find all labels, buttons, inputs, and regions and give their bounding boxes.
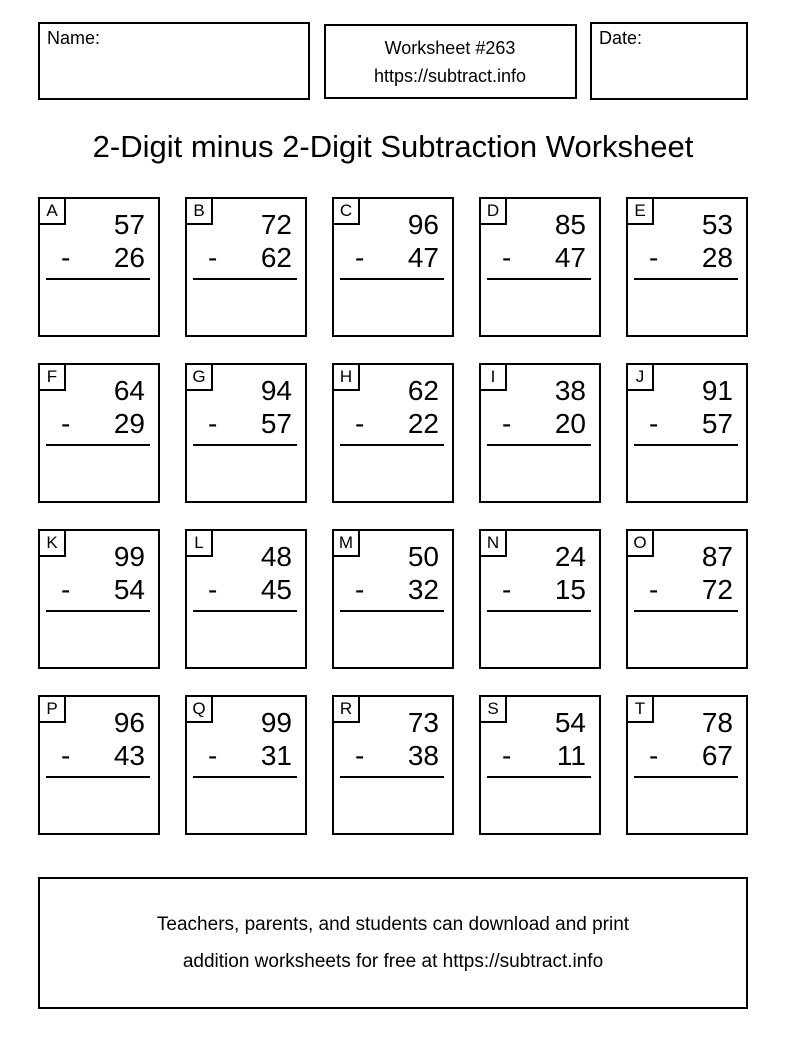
problem-cell-g — [185, 363, 307, 503]
answer-space[interactable] — [189, 447, 303, 499]
answer-space[interactable] — [336, 613, 450, 665]
subtrahend-row — [40, 407, 158, 440]
subtrahend: 47 — [407, 242, 439, 273]
problem-cell-i — [479, 363, 601, 503]
minuend: 54 — [554, 707, 586, 738]
answer-line — [340, 776, 444, 778]
problems-grid — [38, 197, 748, 835]
minuend: 91 — [701, 375, 733, 406]
name-label: Name: — [47, 28, 101, 48]
subtrahend-row — [628, 739, 746, 772]
page-title: 2-Digit minus 2-Digit Subtraction Worksheet — [92, 129, 694, 164]
minuend: 94 — [260, 375, 292, 406]
problem-letter: I — [481, 365, 507, 391]
problem-letter: E — [628, 199, 654, 225]
worksheet-url: https://subtract.info — [373, 65, 527, 86]
problem-cell-c — [332, 197, 454, 337]
minus-operator: - — [355, 408, 365, 439]
problem-letter: O — [628, 531, 654, 557]
answer-line — [46, 444, 150, 446]
problem-cell-a — [38, 197, 160, 337]
minus-operator: - — [355, 242, 365, 273]
problem-letter: K — [40, 531, 66, 557]
minuend: 48 — [260, 541, 292, 572]
minuend: 96 — [407, 209, 439, 240]
problem-cell-q — [185, 695, 307, 835]
minus-operator: - — [61, 242, 71, 273]
minus-operator: - — [355, 574, 365, 605]
answer-line — [46, 278, 150, 280]
answer-line — [487, 444, 591, 446]
answer-line — [340, 610, 444, 612]
subtrahend: 72 — [701, 574, 733, 605]
subtrahend-row — [481, 573, 599, 606]
worksheet-info-box — [324, 24, 577, 99]
subtrahend-row — [628, 407, 746, 440]
answer-line — [340, 444, 444, 446]
minus-operator: - — [208, 242, 218, 273]
answer-line — [46, 776, 150, 778]
answer-line — [193, 776, 297, 778]
answer-line — [634, 444, 738, 446]
footer-line-1: Teachers, parents, and students can download and print — [156, 914, 630, 935]
answer-space[interactable] — [189, 613, 303, 665]
subtrahend: 62 — [260, 242, 292, 273]
problem-letter: F — [40, 365, 66, 391]
minus-operator: - — [502, 242, 512, 273]
subtrahend-row — [334, 241, 452, 274]
answer-line — [634, 610, 738, 612]
minus-operator: - — [61, 574, 71, 605]
minuend: 53 — [701, 209, 733, 240]
answer-space[interactable] — [630, 779, 744, 831]
minus-operator: - — [208, 740, 218, 771]
subtrahend-row — [481, 739, 599, 772]
problem-cell-b — [185, 197, 307, 337]
subtrahend-row — [40, 739, 158, 772]
problem-letter: C — [334, 199, 360, 225]
answer-line — [340, 278, 444, 280]
answer-space[interactable] — [483, 281, 597, 333]
answer-space[interactable] — [630, 447, 744, 499]
date-field-box[interactable] — [590, 22, 748, 100]
problem-letter: P — [40, 697, 66, 723]
problem-cell-d — [479, 197, 601, 337]
answer-space[interactable] — [630, 613, 744, 665]
problem-letter: R — [334, 697, 360, 723]
answer-line — [487, 776, 591, 778]
minuend: 96 — [113, 707, 145, 738]
problem-cell-f — [38, 363, 160, 503]
problem-cell-t — [626, 695, 748, 835]
footer-box — [38, 877, 748, 1009]
problem-letter: L — [187, 531, 213, 557]
problem-letter: H — [334, 365, 360, 391]
minus-operator: - — [649, 740, 659, 771]
minus-operator: - — [649, 242, 659, 273]
subtrahend-row — [481, 241, 599, 274]
answer-line — [193, 610, 297, 612]
problem-cell-p — [38, 695, 160, 835]
subtrahend: 29 — [113, 408, 145, 439]
subtrahend-row — [334, 739, 452, 772]
footer-line-2: addition worksheets for free at https://subtract.info — [182, 951, 604, 972]
minus-operator: - — [208, 408, 218, 439]
problem-cell-k — [38, 529, 160, 669]
minus-operator: - — [649, 408, 659, 439]
problem-cell-h — [332, 363, 454, 503]
answer-line — [634, 278, 738, 280]
minuend: 64 — [113, 375, 145, 406]
problem-letter: N — [481, 531, 507, 557]
problem-letter: A — [40, 199, 66, 225]
answer-space[interactable] — [42, 613, 156, 665]
answer-space[interactable] — [483, 447, 597, 499]
answer-space[interactable] — [42, 281, 156, 333]
answer-space[interactable] — [630, 281, 744, 333]
problem-cell-n — [479, 529, 601, 669]
subtrahend: 26 — [113, 242, 145, 273]
subtrahend-row — [334, 407, 452, 440]
subtrahend-row — [628, 241, 746, 274]
problem-letter: B — [187, 199, 213, 225]
subtrahend: 38 — [407, 740, 439, 771]
problem-letter: Q — [187, 697, 213, 723]
subtrahend: 47 — [554, 242, 586, 273]
answer-space[interactable] — [483, 613, 597, 665]
problem-cell-r — [332, 695, 454, 835]
problem-letter: S — [481, 697, 507, 723]
subtrahend: 28 — [701, 242, 733, 273]
problem-letter: M — [334, 531, 360, 557]
minus-operator: - — [502, 740, 512, 771]
minuend: 99 — [113, 541, 145, 572]
answer-line — [46, 610, 150, 612]
subtrahend: 31 — [260, 740, 292, 771]
answer-line — [193, 444, 297, 446]
minuend: 87 — [701, 541, 733, 572]
problem-letter: D — [481, 199, 507, 225]
worksheet-number: Worksheet #263 — [384, 37, 516, 58]
minuend: 57 — [113, 209, 145, 240]
subtrahend: 57 — [260, 408, 292, 439]
minuend: 24 — [554, 541, 586, 572]
minuend: 78 — [701, 707, 733, 738]
subtrahend: 32 — [407, 574, 439, 605]
minus-operator: - — [649, 574, 659, 605]
date-label: Date: — [599, 28, 643, 48]
minus-operator: - — [355, 740, 365, 771]
problem-letter: G — [187, 365, 213, 391]
minuend: 85 — [554, 209, 586, 240]
answer-line — [487, 610, 591, 612]
minus-operator: - — [502, 408, 512, 439]
minuend: 72 — [260, 209, 292, 240]
problem-cell-o — [626, 529, 748, 669]
subtrahend-row — [481, 407, 599, 440]
problem-cell-m — [332, 529, 454, 669]
answer-line — [193, 278, 297, 280]
minuend: 99 — [260, 707, 292, 738]
subtrahend: 54 — [113, 574, 145, 605]
minus-operator: - — [61, 740, 71, 771]
subtrahend: 20 — [554, 408, 586, 439]
subtrahend: 43 — [113, 740, 145, 771]
answer-space[interactable] — [189, 779, 303, 831]
subtrahend: 57 — [701, 408, 733, 439]
problem-letter: T — [628, 697, 654, 723]
answer-space[interactable] — [42, 447, 156, 499]
subtrahend-row — [40, 241, 158, 274]
answer-space[interactable] — [336, 281, 450, 333]
minus-operator: - — [208, 574, 218, 605]
minus-operator: - — [61, 408, 71, 439]
minuend: 50 — [407, 541, 439, 572]
subtrahend-row — [628, 573, 746, 606]
subtrahend-row — [334, 573, 452, 606]
problem-cell-j — [626, 363, 748, 503]
minuend: 38 — [554, 375, 586, 406]
subtrahend: 22 — [407, 408, 439, 439]
answer-space[interactable] — [42, 779, 156, 831]
problem-cell-e — [626, 197, 748, 337]
minuend: 62 — [407, 375, 439, 406]
subtrahend-row — [187, 739, 305, 772]
answer-space[interactable] — [336, 779, 450, 831]
subtrahend-row — [187, 241, 305, 274]
answer-space[interactable] — [189, 281, 303, 333]
minus-operator: - — [502, 574, 512, 605]
answer-space[interactable] — [483, 779, 597, 831]
answer-space[interactable] — [336, 447, 450, 499]
problem-cell-l — [185, 529, 307, 669]
problem-cell-s — [479, 695, 601, 835]
subtrahend: 15 — [554, 574, 586, 605]
name-field-box[interactable] — [38, 22, 310, 100]
subtrahend-row — [187, 407, 305, 440]
subtrahend: 45 — [260, 574, 292, 605]
subtrahend: 11 — [556, 740, 586, 771]
answer-line — [487, 278, 591, 280]
answer-line — [634, 776, 738, 778]
header — [38, 22, 748, 100]
problem-letter: J — [628, 365, 654, 391]
minuend: 73 — [407, 707, 439, 738]
subtrahend: 67 — [701, 740, 733, 771]
subtrahend-row — [40, 573, 158, 606]
subtrahend-row — [187, 573, 305, 606]
